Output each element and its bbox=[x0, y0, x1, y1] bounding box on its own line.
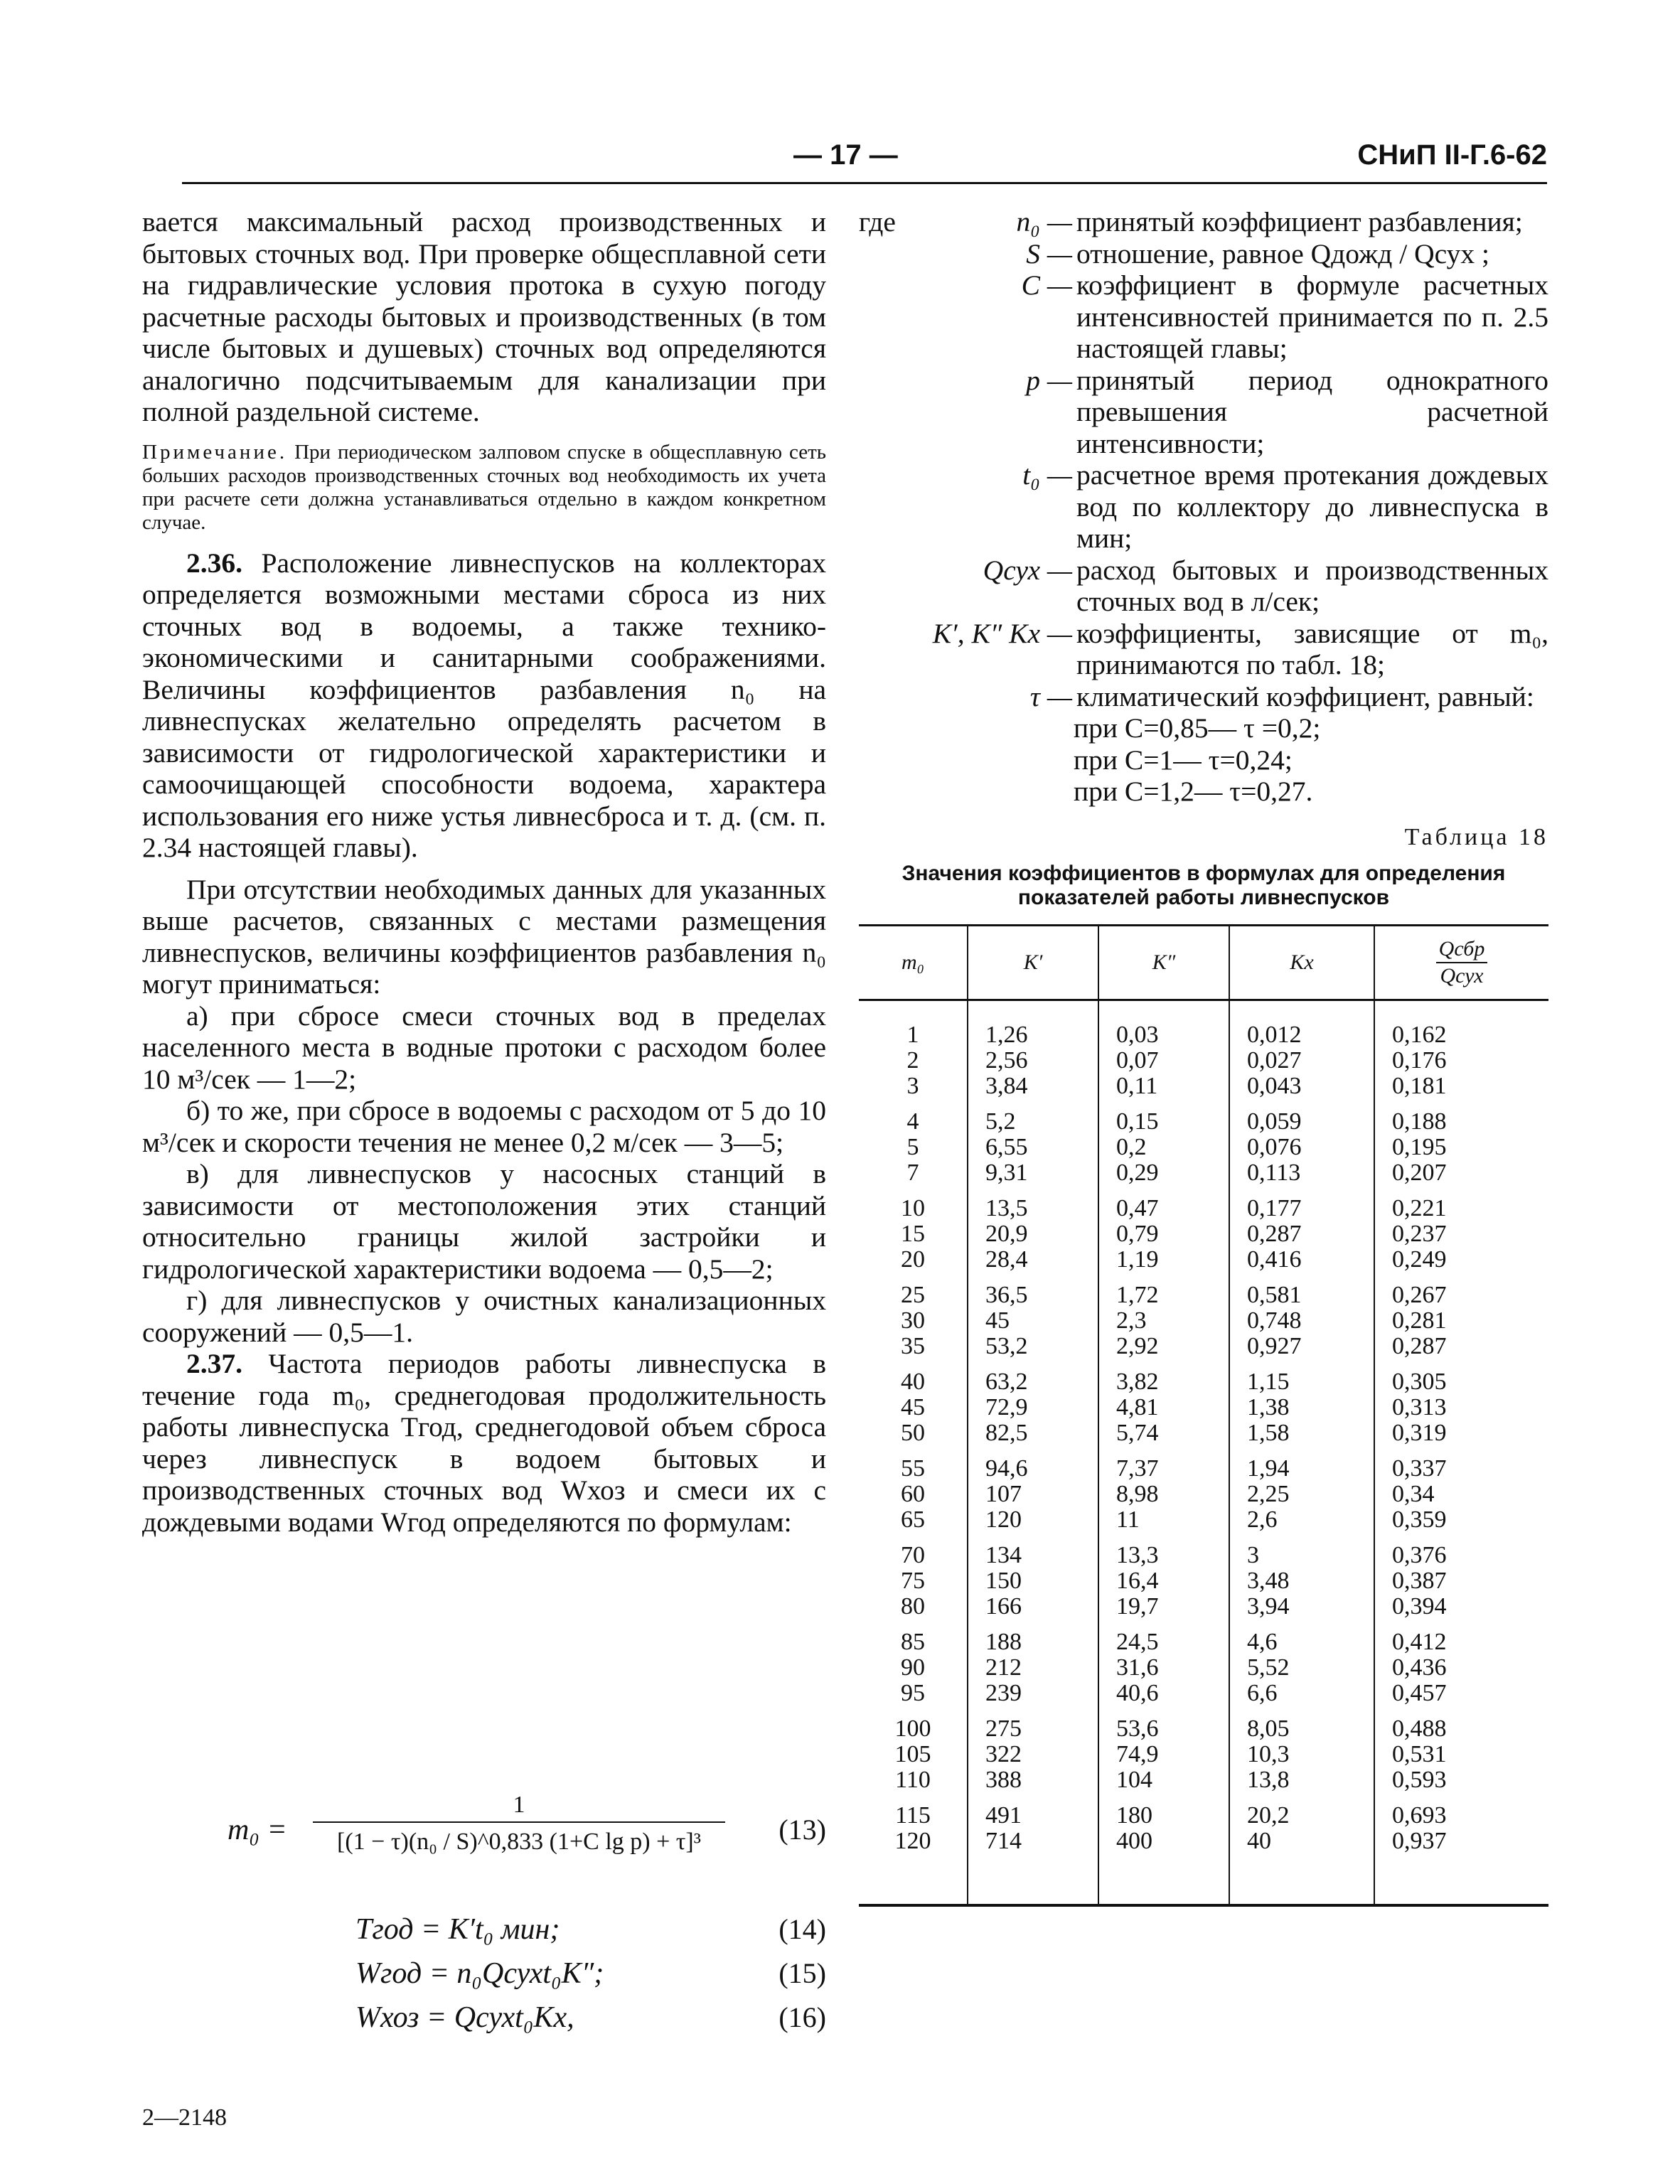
cell-k1: 20,9 bbox=[968, 1221, 1098, 1247]
cell-m0: 7 bbox=[906, 1160, 919, 1186]
cell-m0: 115 bbox=[895, 1802, 931, 1829]
note-text: При периодическом залповом спуске в общесплавную сеть больших расходов производственных сточных вод необходимость их учета при расчете сети должна устанавливаться отдельно в каждом конкретном случае. bbox=[142, 440, 826, 534]
table-row bbox=[859, 1099, 1548, 1135]
header-m0: m₀ bbox=[859, 926, 968, 1000]
cell-k1: 45 bbox=[968, 1308, 1098, 1334]
table-row bbox=[859, 1074, 1548, 1099]
cell-ratio: 0,249 bbox=[1374, 1247, 1548, 1273]
definition-text: коэффициенты, зависящие от m₀, принимаются по табл. 18; bbox=[1076, 617, 1548, 680]
definition-row bbox=[859, 555, 1548, 618]
formula-13-number: (13) bbox=[779, 1814, 826, 1846]
definition-symbol: p — bbox=[1026, 364, 1072, 396]
table-header-row bbox=[859, 926, 1548, 1000]
cell-k1: 212 bbox=[968, 1655, 1098, 1681]
cell-k1: 13,5 bbox=[968, 1186, 1098, 1221]
cell-k2: 31,6 bbox=[1098, 1655, 1229, 1681]
cell-kx: 1,15 bbox=[1229, 1359, 1374, 1395]
tau-condition: при C=1,2— τ=0,27. bbox=[1074, 776, 1313, 807]
definition-row bbox=[859, 238, 1548, 270]
cell-m0: 55 bbox=[901, 1455, 925, 1482]
cell-kx: 1,58 bbox=[1229, 1420, 1374, 1446]
definition-row bbox=[859, 269, 1548, 365]
cell-ratio: 0,359 bbox=[1374, 1507, 1548, 1533]
where-label: где bbox=[859, 206, 896, 237]
section-2-37 bbox=[142, 1348, 826, 1538]
cell-kx: 6,6 bbox=[1229, 1681, 1374, 1706]
section-2-36 bbox=[142, 547, 826, 864]
document-code: СНиП II-Г.6-62 bbox=[1357, 139, 1547, 171]
formula-14-number: (14) bbox=[779, 1913, 826, 1945]
cell-ratio: 0,436 bbox=[1374, 1655, 1548, 1681]
cell-k2: 3,82 bbox=[1098, 1359, 1229, 1395]
cell-k2: 1,72 bbox=[1098, 1273, 1229, 1308]
cell-kx: 10,3 bbox=[1229, 1742, 1374, 1767]
definition-symbol: C — bbox=[1021, 269, 1072, 301]
cell-kx: 4,6 bbox=[1229, 1620, 1374, 1655]
cell-m0: 50 bbox=[901, 1420, 925, 1446]
cell-ratio: 0,457 bbox=[1374, 1681, 1548, 1706]
header-rule bbox=[182, 182, 1547, 184]
cell-k2: 0,03 bbox=[1098, 1000, 1229, 1049]
cell-m0: 45 bbox=[901, 1394, 925, 1420]
cell-k2: 74,9 bbox=[1098, 1742, 1229, 1767]
cell-k1: 150 bbox=[968, 1568, 1098, 1594]
table-row bbox=[859, 1681, 1548, 1706]
cell-k2: 180 bbox=[1098, 1793, 1229, 1829]
cell-kx: 3 bbox=[1229, 1533, 1374, 1568]
cell-kx: 20,2 bbox=[1229, 1793, 1374, 1829]
cell-ratio: 0,305 bbox=[1374, 1359, 1548, 1395]
section-text: Расположение ливнеспусков на коллекторах определяется возможными местами сброса из них сточных вод в водоемы, а также технико-экономическими и санитарными соображениями. Величины коэффициентов разбавления n₀ на ливнеспусках желательно определять расчетом в зависимости от гидрологической характеристики и самоочищающей способности водоема, характера использования его ниже устья ливнесброса и т. д. (см. п. 2.34 настоящей главы). bbox=[142, 547, 827, 863]
cell-m0: 95 bbox=[901, 1680, 925, 1706]
cell-m0: 85 bbox=[901, 1629, 925, 1655]
cell-ratio: 0,394 bbox=[1374, 1594, 1548, 1620]
formula-16-number: (16) bbox=[779, 2001, 826, 2033]
cell-m0: 65 bbox=[901, 1506, 925, 1533]
table-row bbox=[859, 1359, 1548, 1395]
cell-kx: 0,748 bbox=[1229, 1308, 1374, 1334]
cell-k2: 0,29 bbox=[1098, 1160, 1229, 1186]
table-row bbox=[859, 1482, 1548, 1507]
cell-k1: 714 bbox=[968, 1829, 1098, 1905]
definitions-block bbox=[859, 206, 1548, 808]
header-k1: K′ bbox=[968, 926, 1098, 1000]
cell-m0: 20 bbox=[901, 1246, 925, 1273]
header-k2: K″ bbox=[1098, 926, 1229, 1000]
conditions-list bbox=[859, 712, 1548, 808]
cell-k2: 0,15 bbox=[1098, 1099, 1229, 1135]
cell-k1: 491 bbox=[968, 1793, 1098, 1829]
note bbox=[142, 441, 826, 535]
cell-k2: 40,6 bbox=[1098, 1681, 1229, 1706]
cell-ratio: 0,593 bbox=[1374, 1767, 1548, 1793]
cell-m0: 60 bbox=[901, 1481, 925, 1507]
definitions-list bbox=[859, 206, 1548, 712]
cell-kx: 0,113 bbox=[1229, 1160, 1374, 1186]
cell-m0: 100 bbox=[894, 1715, 931, 1742]
formula-14: Tгод = K′t₀ мин; bbox=[355, 1913, 560, 1946]
table-row bbox=[859, 1829, 1548, 1905]
cell-m0: 70 bbox=[901, 1542, 925, 1568]
cell-ratio: 0,34 bbox=[1374, 1482, 1548, 1507]
cell-kx: 0,177 bbox=[1229, 1186, 1374, 1221]
table-row bbox=[859, 1793, 1548, 1829]
definition-text: принятый период однократного превышения расчетной интенсивности; bbox=[1076, 364, 1548, 459]
cell-ratio: 0,337 bbox=[1374, 1446, 1548, 1482]
cell-kx: 0,043 bbox=[1229, 1074, 1374, 1099]
cell-ratio: 0,693 bbox=[1374, 1793, 1548, 1829]
cell-m0: 2 bbox=[906, 1047, 919, 1074]
cell-kx: 5,52 bbox=[1229, 1655, 1374, 1681]
coefficients-table bbox=[859, 924, 1548, 1907]
cell-ratio: 0,195 bbox=[1374, 1135, 1548, 1160]
list-item-a: а) при сбросе смеси сточных вод в пределах населенного места в водные протоки с расходом более 10 м³/сек — 1—2; bbox=[142, 1000, 826, 1095]
cell-ratio: 0,319 bbox=[1374, 1420, 1548, 1446]
cell-k2: 4,81 bbox=[1098, 1395, 1229, 1420]
definition-text: принятый коэффициент разбавления; bbox=[1076, 206, 1523, 237]
cell-ratio: 0,376 bbox=[1374, 1533, 1548, 1568]
cell-ratio: 0,313 bbox=[1374, 1395, 1548, 1420]
table-row bbox=[859, 1000, 1548, 1049]
list-item-d: г) для ливнеспусков у очистных канализационных сооружений — 0,5—1. bbox=[142, 1285, 826, 1348]
cell-kx: 0,027 bbox=[1229, 1048, 1374, 1074]
list-item-b: б) то же, при сбросе в водоемы с расходом от 5 до 10 м³/сек и скорости течения не менее 0,2 м/сек — 3—5; bbox=[142, 1095, 826, 1158]
formula-15: Wгод = n₀Qсухt₀K″; bbox=[355, 1957, 604, 1990]
table-row bbox=[859, 1186, 1548, 1221]
cell-k2: 0,2 bbox=[1098, 1135, 1229, 1160]
cell-m0: 90 bbox=[901, 1654, 925, 1681]
definition-symbol: Qсух — bbox=[983, 554, 1072, 586]
table-row bbox=[859, 1420, 1548, 1446]
table-row bbox=[859, 1273, 1548, 1308]
left-column bbox=[142, 206, 826, 1538]
ratio-denominator: Qсух bbox=[1440, 964, 1484, 987]
cell-k2: 400 bbox=[1098, 1829, 1229, 1905]
formula-13-numerator: 1 bbox=[313, 1792, 725, 1823]
cell-k1: 6,55 bbox=[968, 1135, 1098, 1160]
cell-k2: 0,47 bbox=[1098, 1186, 1229, 1221]
cell-kx: 8,05 bbox=[1229, 1706, 1374, 1742]
table-row bbox=[859, 1135, 1548, 1160]
cell-m0: 3 bbox=[906, 1073, 919, 1099]
definition-text: расчетное время протекания дождевых вод по коллектору до ливнеспуска в мин; bbox=[1076, 459, 1548, 554]
note-label: Примечание. bbox=[142, 440, 288, 464]
formula-13-fraction bbox=[313, 1792, 725, 1856]
cell-k1: 166 bbox=[968, 1594, 1098, 1620]
cell-k1: 188 bbox=[968, 1620, 1098, 1655]
cell-ratio: 0,488 bbox=[1374, 1706, 1548, 1742]
definition-row bbox=[859, 681, 1548, 713]
cell-kx: 0,581 bbox=[1229, 1273, 1374, 1308]
ratio-fraction bbox=[1436, 936, 1488, 989]
header-kx: Kх bbox=[1229, 926, 1374, 1000]
cell-m0: 15 bbox=[901, 1221, 925, 1247]
table-row bbox=[859, 1247, 1548, 1273]
cell-k2: 1,19 bbox=[1098, 1247, 1229, 1273]
table-body bbox=[859, 1000, 1548, 1906]
cell-kx: 0,076 bbox=[1229, 1135, 1374, 1160]
formula-15-number: (15) bbox=[779, 1957, 826, 1989]
table-row bbox=[859, 1767, 1548, 1793]
cell-ratio: 0,412 bbox=[1374, 1620, 1548, 1655]
formula-13-lhs: m₀ = bbox=[228, 1814, 287, 1846]
table-row bbox=[859, 1706, 1548, 1742]
cell-k1: 107 bbox=[968, 1482, 1098, 1507]
cell-k2: 11 bbox=[1098, 1507, 1229, 1533]
cell-k1: 322 bbox=[968, 1742, 1098, 1767]
cell-k2: 0,11 bbox=[1098, 1074, 1229, 1099]
formula-16: Wхоз = Qсухt₀Kх, bbox=[355, 2001, 574, 2034]
cell-ratio: 0,162 bbox=[1374, 1000, 1548, 1049]
definition-row bbox=[859, 459, 1548, 555]
cell-kx: 13,8 bbox=[1229, 1767, 1374, 1793]
cell-m0: 4 bbox=[906, 1108, 919, 1135]
cell-kx: 2,25 bbox=[1229, 1482, 1374, 1507]
cell-m0: 80 bbox=[901, 1593, 925, 1620]
ratio-numerator: Qсбр bbox=[1436, 936, 1488, 963]
footer-print-code: 2—2148 bbox=[142, 2104, 227, 2131]
cell-k1: 120 bbox=[968, 1507, 1098, 1533]
cell-m0: 5 bbox=[906, 1134, 919, 1160]
right-column bbox=[859, 206, 1548, 1907]
cell-kx: 3,94 bbox=[1229, 1594, 1374, 1620]
definition-text: климатический коэффициент, равный: bbox=[1076, 680, 1534, 712]
cell-k2: 0,07 bbox=[1098, 1048, 1229, 1074]
definition-text: расход бытовых и производственных сточных вод в л/сек; bbox=[1076, 554, 1548, 617]
page-number: — 17 — bbox=[793, 139, 898, 171]
cell-m0: 25 bbox=[901, 1282, 925, 1308]
cell-k1: 28,4 bbox=[968, 1247, 1098, 1273]
section-number: 2.36. bbox=[186, 547, 242, 579]
table-row bbox=[859, 1533, 1548, 1568]
tau-condition: при C=1— τ=0,24; bbox=[1074, 744, 1293, 776]
table-row bbox=[859, 1620, 1548, 1655]
cell-k1: 82,5 bbox=[968, 1420, 1098, 1446]
cell-kx: 2,6 bbox=[1229, 1507, 1374, 1533]
definition-text: коэффициент в формуле расчетных интенсивностей принимается по п. 2.5 настоящей главы; bbox=[1076, 269, 1548, 364]
cell-m0: 10 bbox=[901, 1195, 925, 1221]
table-row bbox=[859, 1594, 1548, 1620]
cell-m0: 35 bbox=[901, 1333, 925, 1359]
cell-m0: 105 bbox=[894, 1741, 931, 1767]
definition-symbol: n₀ — bbox=[1016, 206, 1072, 237]
cell-k2: 0,79 bbox=[1098, 1221, 1229, 1247]
page-header bbox=[182, 139, 1547, 182]
cell-k1: 63,2 bbox=[968, 1359, 1098, 1395]
cell-kx: 0,012 bbox=[1229, 1000, 1374, 1049]
table-row bbox=[859, 1395, 1548, 1420]
table-row bbox=[859, 1221, 1548, 1247]
formula-13-denominator: [(1 − τ)(n₀ / S)^0,833 (1+C lg p) + τ]³ bbox=[337, 1829, 701, 1855]
cell-k1: 72,9 bbox=[968, 1395, 1098, 1420]
paragraph-absent-data: При отсутствии необходимых данных для указанных выше расчетов, связанных с местами размещения ливнеспусков, величины коэффициентов разбавления n₀ могут приниматься: bbox=[142, 873, 826, 1000]
table-row bbox=[859, 1160, 1548, 1186]
cell-k1: 134 bbox=[968, 1533, 1098, 1568]
cell-k1: 239 bbox=[968, 1681, 1098, 1706]
cell-k2: 19,7 bbox=[1098, 1594, 1229, 1620]
cell-k2: 2,92 bbox=[1098, 1334, 1229, 1359]
table-row bbox=[859, 1568, 1548, 1594]
cell-ratio: 0,237 bbox=[1374, 1221, 1548, 1247]
cell-kx: 3,48 bbox=[1229, 1568, 1374, 1594]
table-title: Значения коэффициентов в формулах для определения показателей работы ливнеспусков bbox=[901, 862, 1506, 909]
definition-row bbox=[859, 365, 1548, 460]
cell-k1: 3,84 bbox=[968, 1074, 1098, 1099]
definition-symbol: K′, K″ Kх — bbox=[932, 617, 1072, 649]
cell-m0: 40 bbox=[901, 1369, 925, 1395]
definition-symbol: τ — bbox=[1029, 680, 1072, 712]
cell-k2: 24,5 bbox=[1098, 1620, 1229, 1655]
definition-symbol: S — bbox=[1026, 237, 1072, 269]
cell-m0: 1 bbox=[906, 1022, 919, 1048]
list-item-c: в) для ливнеспусков у насосных станций в зависимости от местоположения этих станций относительно границы жилой застройки и гидрологической характеристики водоема — 0,5—2; bbox=[142, 1158, 826, 1285]
definition-symbol: t₀ — bbox=[1022, 459, 1072, 491]
cell-ratio: 0,387 bbox=[1374, 1568, 1548, 1594]
section-number: 2.37. bbox=[186, 1348, 242, 1379]
cell-ratio: 0,267 bbox=[1374, 1273, 1548, 1308]
cell-k2: 2,3 bbox=[1098, 1308, 1229, 1334]
cell-k2: 53,6 bbox=[1098, 1706, 1229, 1742]
table-row bbox=[859, 1334, 1548, 1359]
formulas-block bbox=[142, 1792, 826, 2097]
table-row bbox=[859, 1742, 1548, 1767]
table-row bbox=[859, 1048, 1548, 1074]
definition-row bbox=[859, 618, 1548, 681]
cell-kx: 0,287 bbox=[1229, 1221, 1374, 1247]
cell-ratio: 0,188 bbox=[1374, 1099, 1548, 1135]
cell-kx: 0,927 bbox=[1229, 1334, 1374, 1359]
cell-ratio: 0,181 bbox=[1374, 1074, 1548, 1099]
cell-kx: 0,059 bbox=[1229, 1099, 1374, 1135]
cell-k1: 1,26 bbox=[968, 1000, 1098, 1049]
cell-k2: 7,37 bbox=[1098, 1446, 1229, 1482]
cell-k2: 104 bbox=[1098, 1767, 1229, 1793]
table-label: Таблица 18 bbox=[1404, 823, 1548, 850]
header-ratio bbox=[1374, 926, 1548, 1000]
cell-ratio: 0,531 bbox=[1374, 1742, 1548, 1767]
cell-ratio: 0,176 bbox=[1374, 1048, 1548, 1074]
cell-ratio: 0,937 bbox=[1374, 1829, 1548, 1905]
cell-k2: 8,98 bbox=[1098, 1482, 1229, 1507]
table-row bbox=[859, 1507, 1548, 1533]
definition-row bbox=[859, 206, 1548, 238]
cell-k2: 13,3 bbox=[1098, 1533, 1229, 1568]
cell-k2: 16,4 bbox=[1098, 1568, 1229, 1594]
cell-k1: 275 bbox=[968, 1706, 1098, 1742]
cell-m0: 75 bbox=[901, 1568, 925, 1594]
paragraph-continuation: вается максимальный расход производственных и бытовых сточных вод. При проверке общесплавной сети на гидравлические условия протока в сухую погоду расчетные расходы бытовых и производственных (в том числе бытовых и душевых) сточных вод определяются аналогично подсчитываемым для канализации при полной раздельной системе. bbox=[142, 206, 826, 427]
cell-k1: 53,2 bbox=[968, 1334, 1098, 1359]
cell-k1: 9,31 bbox=[968, 1160, 1098, 1186]
cell-kx: 1,38 bbox=[1229, 1395, 1374, 1420]
definition-text: отношение, равное Qдожд / Qсух ; bbox=[1076, 237, 1489, 269]
cell-m0: 110 bbox=[895, 1767, 931, 1793]
table-row bbox=[859, 1308, 1548, 1334]
cell-kx: 1,94 bbox=[1229, 1446, 1374, 1482]
cell-m0: 120 bbox=[859, 1829, 968, 1905]
cell-ratio: 0,287 bbox=[1374, 1334, 1548, 1359]
cell-k1: 388 bbox=[968, 1767, 1098, 1793]
section-text: Частота периодов работы ливнеспуска в течение года m₀, среднегодовая продолжительность работы ливнеспуска Tгод, среднегодовой объем сброса через ливнеспуск в водоем бытовых и производственных сточных вод Wхоз и смеси их с дождевыми водами Wгод определяются по формулам: bbox=[142, 1348, 827, 1538]
cell-m0: 30 bbox=[901, 1307, 925, 1334]
table-row bbox=[859, 1446, 1548, 1482]
cell-k1: 2,56 bbox=[968, 1048, 1098, 1074]
cell-k1: 36,5 bbox=[968, 1273, 1098, 1308]
cell-ratio: 0,207 bbox=[1374, 1160, 1548, 1186]
cell-kx: 40 bbox=[1229, 1829, 1374, 1905]
cell-k1: 5,2 bbox=[968, 1099, 1098, 1135]
cell-ratio: 0,281 bbox=[1374, 1308, 1548, 1334]
cell-k2: 5,74 bbox=[1098, 1420, 1229, 1446]
cell-kx: 0,416 bbox=[1229, 1247, 1374, 1273]
tau-condition: при C=0,85— τ =0,2; bbox=[1074, 712, 1321, 744]
cell-ratio: 0,221 bbox=[1374, 1186, 1548, 1221]
table-row bbox=[859, 1655, 1548, 1681]
cell-k1: 94,6 bbox=[968, 1446, 1098, 1482]
